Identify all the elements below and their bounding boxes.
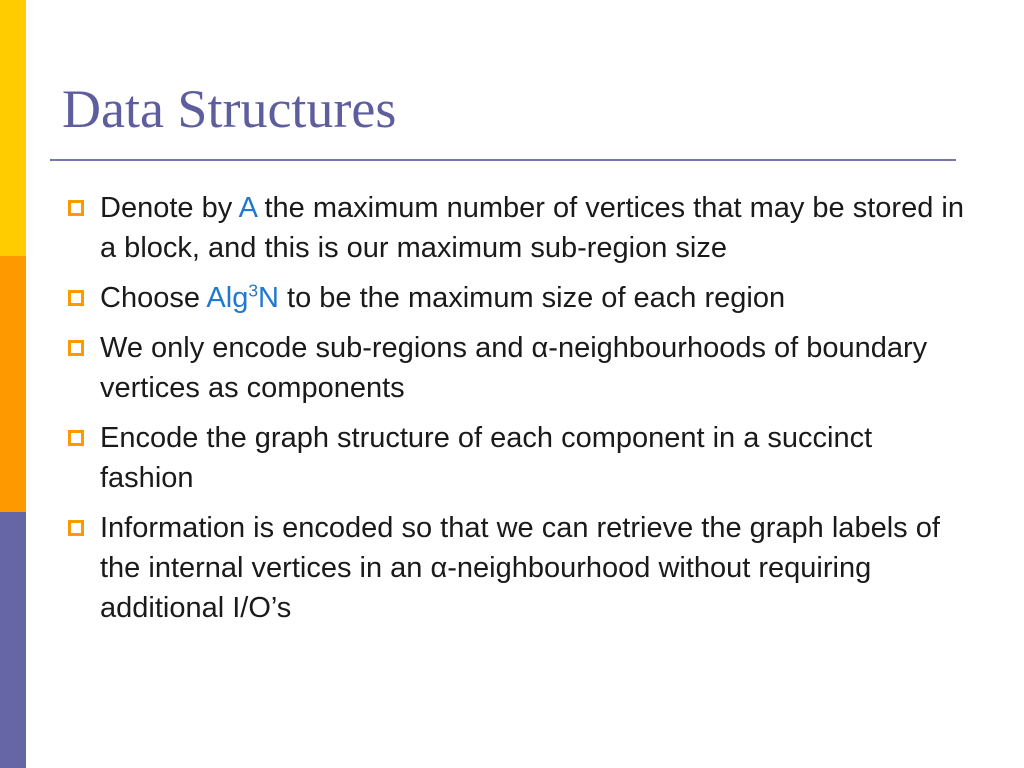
slide-title: Data Structures bbox=[62, 79, 397, 139]
bullet-item bbox=[68, 278, 968, 318]
bullet-text-pre: Denote by bbox=[100, 192, 239, 224]
bullet-marker-icon bbox=[68, 290, 84, 306]
title-divider bbox=[50, 159, 956, 161]
accent-bar-purple bbox=[0, 512, 26, 768]
bullet-marker-icon bbox=[68, 200, 84, 216]
bullet-highlight bbox=[206, 282, 279, 314]
bullet-text: We only encode sub-regions and α-neighbourhoods of boundary vertices as components bbox=[100, 332, 928, 404]
bullet-text: Encode the graph structure of each component in a succinct fashion bbox=[100, 422, 873, 494]
bullet-marker-icon bbox=[68, 340, 84, 356]
highlight-superscript: 3 bbox=[248, 280, 259, 301]
bullet-text-post: to be the maximum size of each region bbox=[278, 282, 786, 314]
bullet-item bbox=[68, 328, 968, 408]
bullet-item bbox=[68, 418, 968, 498]
accent-bar-yellow bbox=[0, 0, 26, 256]
bullet-highlight: A bbox=[238, 192, 257, 224]
bullet-text: Information is encoded so that we can retrieve the graph labels of the internal vertices in an α-neighbourhood without requiring additional I/O’s bbox=[100, 512, 940, 624]
bullet-marker-icon bbox=[68, 430, 84, 446]
highlight-tail: N bbox=[258, 282, 279, 314]
bullet-text-post: the maximum number of vertices that may be stored in a block, and this is our maximum sub-region size bbox=[100, 192, 964, 264]
highlight-base: Alg bbox=[206, 282, 249, 314]
bullet-text-pre: Choose bbox=[100, 282, 207, 314]
accent-bar-orange bbox=[0, 256, 26, 512]
bullet-marker-icon bbox=[68, 520, 84, 536]
bullet-list bbox=[68, 188, 968, 638]
bullet-item bbox=[68, 508, 968, 628]
bullet-item bbox=[68, 188, 968, 268]
